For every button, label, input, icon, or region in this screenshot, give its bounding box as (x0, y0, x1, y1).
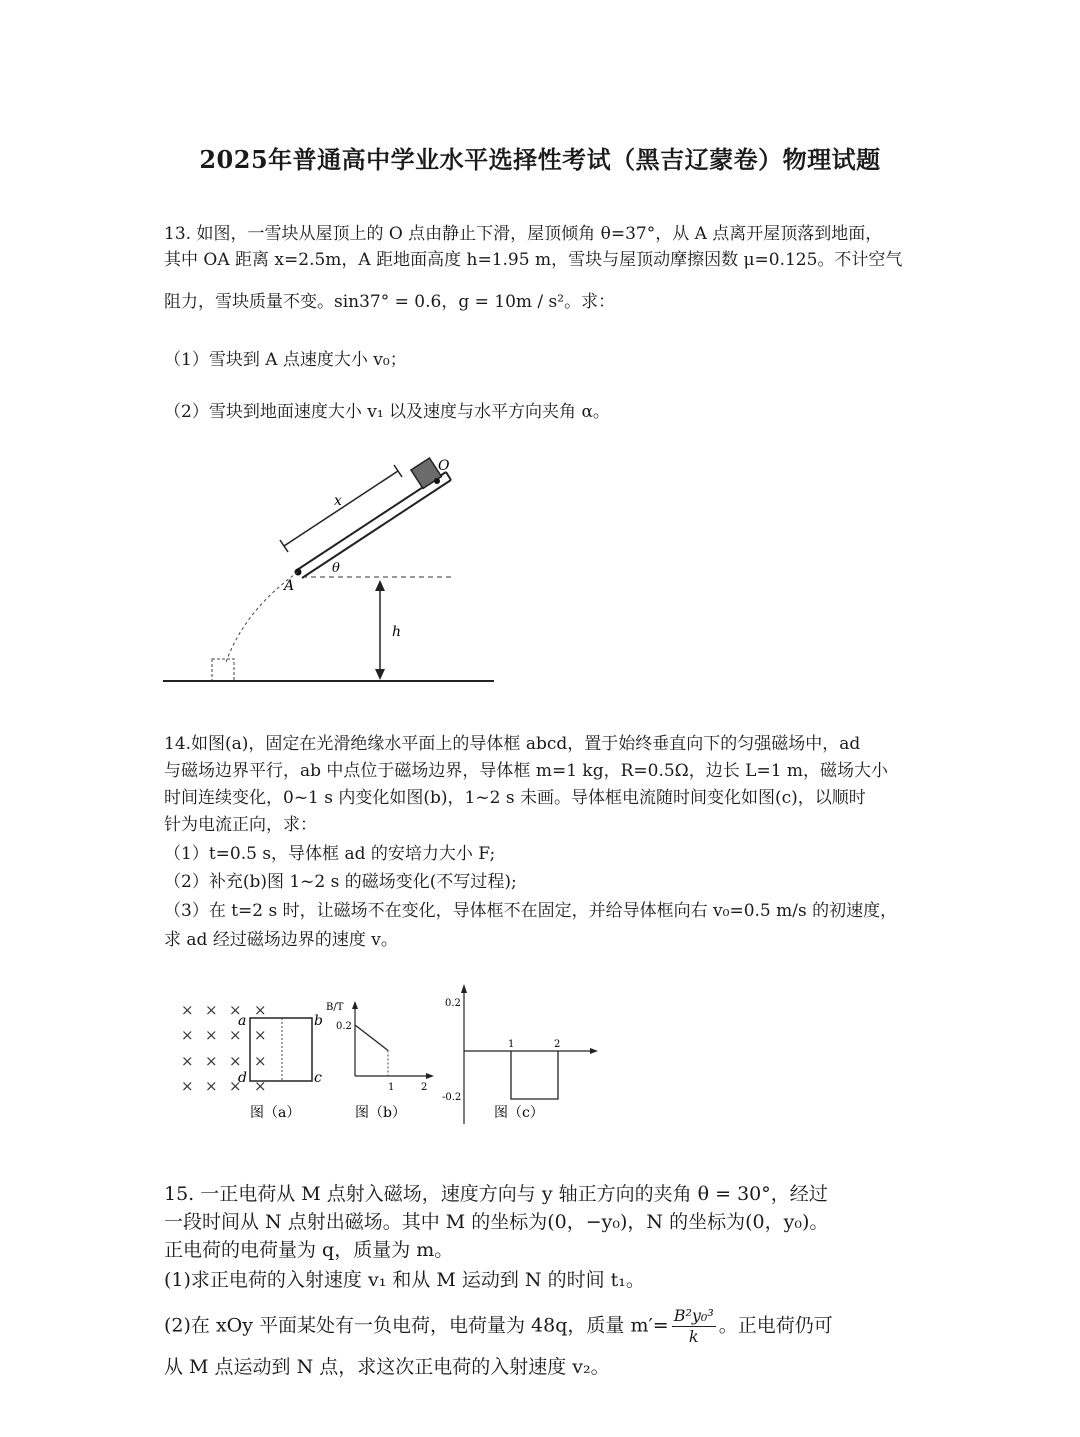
field-cross: × (254, 1026, 267, 1044)
q13-roof-figure (160, 455, 500, 690)
q13-line-1: 13. 如图，一雪块从屋顶上的 O 点由静止下滑，屋顶倾角 θ=37°，从 A 点离开屋顶落到地面， (164, 224, 883, 244)
q15-sub-2 (164, 1306, 924, 1347)
field-cross: × (229, 1052, 242, 1070)
q14-figure-c (440, 980, 605, 1130)
roof-plank-bottom (302, 480, 451, 578)
figure-c-caption: 图（c） (494, 1105, 544, 1121)
q13-sub-1: （1）雪块到 A 点速度大小 v₀； (164, 350, 407, 370)
field-cross: × (229, 1026, 242, 1044)
fig-c-x-tick-1: 1 (508, 1039, 515, 1050)
q14-figure-a (175, 995, 335, 1125)
q14-sub-1: （1）t=0.5 s，导体框 ad 的安培力大小 F; (164, 844, 496, 864)
field-cross: × (181, 1077, 194, 1095)
q14-sub-3: （3）在 t=2 s 时，让磁场不在变化，导体框不在固定，并给导体框向右 v₀=0.5 m/s 的初速度， (164, 901, 898, 921)
label-a-corner: a (238, 1013, 247, 1029)
q14-line-1: 14.如图(a)，固定在光滑绝缘水平面上的导体框 abcd，置于始终垂直向下的匀强磁场中，ad (164, 734, 861, 754)
page-title: 2025年普通高中学业水平选择性考试（黑吉辽蒙卷）物理试题 (199, 145, 881, 174)
label-c-corner: c (314, 1070, 322, 1086)
field-cross: × (181, 1026, 194, 1044)
q13-line-2: 其中 OA 距离 x=2.5m，A 距地面高度 h=1.95 m，雪块与屋顶动摩擦因数 μ=0.125。不计空气 (164, 250, 903, 270)
q13-sub-2: （2）雪块到地面速度大小 v₁ 以及速度与水平方向夹角 α。 (164, 402, 610, 422)
q14-line-4: 针为电流正向，求： (164, 815, 317, 835)
field-cross: × (254, 1001, 267, 1019)
field-cross: × (205, 1052, 218, 1070)
q14-line-2: 与磁场边界平行，ab 中点位于磁场边界，导体框 m=1 kg，R=0.5Ω，边长 L=1 m，磁场大小 (164, 761, 889, 781)
fig-b-y-tick: 0.2 (336, 1021, 352, 1032)
field-cross: × (229, 1077, 242, 1095)
q15-sub-1: (1)求正电荷的入射速度 v₁ 和从 M 运动到 N 的时间 t₁。 (164, 1269, 645, 1291)
label-d-corner: d (238, 1070, 247, 1086)
label-h: h (392, 624, 402, 640)
fig-c-series-line (511, 1051, 558, 1099)
field-cross: × (205, 1077, 218, 1095)
fig-b-x-tick-2: 2 (421, 1082, 428, 1093)
fig-b-x-tick-1: 1 (388, 1082, 395, 1093)
figure-b-caption: 图（b） (355, 1105, 406, 1121)
figure-a-caption: 图（a） (250, 1105, 301, 1121)
q14-figure-b (320, 995, 440, 1125)
q15-sub-3: 从 M 点运动到 N 点，求这次正电荷的入射速度 v₂。 (164, 1356, 610, 1378)
fig-c-x-tick-2: 2 (554, 1039, 561, 1050)
fraction-denominator: k (688, 1327, 699, 1346)
q14-line-3: 时间连续变化，0~1 s 内变化如图(b)，1~2 s 未画。导体框电流随时间变化如图(c)，以顺时 (164, 788, 866, 808)
landed-block (212, 659, 234, 681)
fig-c-y-tick-neg: -0.2 (442, 1092, 462, 1103)
label-x: x (334, 493, 342, 509)
field-cross: × (254, 1052, 267, 1070)
label-theta: θ (332, 561, 340, 576)
q15-line-3: 正电荷的电荷量为 q，质量为 m。 (164, 1239, 454, 1261)
fig-c-y-tick-pos: 0.2 (445, 998, 461, 1009)
q14-sub-2: （2）补充(b)图 1~2 s 的磁场变化(不写过程); (164, 872, 517, 892)
label-o: O (438, 458, 450, 474)
q15-sub-2-tail: 。正电荷仍可 (718, 1314, 833, 1337)
field-cross: × (205, 1001, 218, 1019)
fraction-numerator: B²y₀³ (673, 1306, 714, 1325)
fig-b-series-line (355, 1025, 388, 1051)
q15-line-2: 一段时间从 N 点射出磁场。其中 M 的坐标为(0，−y₀)，N 的坐标为(0，y₀)。 (164, 1211, 829, 1233)
field-cross: × (181, 1052, 194, 1070)
field-cross: × (229, 1001, 242, 1019)
mass-fraction (672, 1306, 716, 1347)
field-cross: × (254, 1077, 267, 1095)
field-cross: × (181, 1001, 194, 1019)
label-b-corner: b (314, 1013, 323, 1029)
label-a: A (284, 578, 295, 594)
q15-sub-2-text: (2)在 xOy 平面某处有一负电荷，电荷量为 48q，质量 m′= (164, 1314, 669, 1337)
q13-line-3: 阻力，雪块质量不变。sin37° = 0.6，g = 10m / s²。求： (164, 292, 616, 312)
q14-sub-4: 求 ad 经过磁场边界的速度 v。 (164, 930, 398, 950)
field-cross: × (205, 1026, 218, 1044)
fig-b-y-label: B/T (326, 1002, 344, 1013)
point-o (434, 478, 440, 484)
q15-line-1: 15. 一正电荷从 M 点射入磁场，速度方向与 y 轴正方向的夹角 θ = 30°，经过 (164, 1183, 828, 1205)
